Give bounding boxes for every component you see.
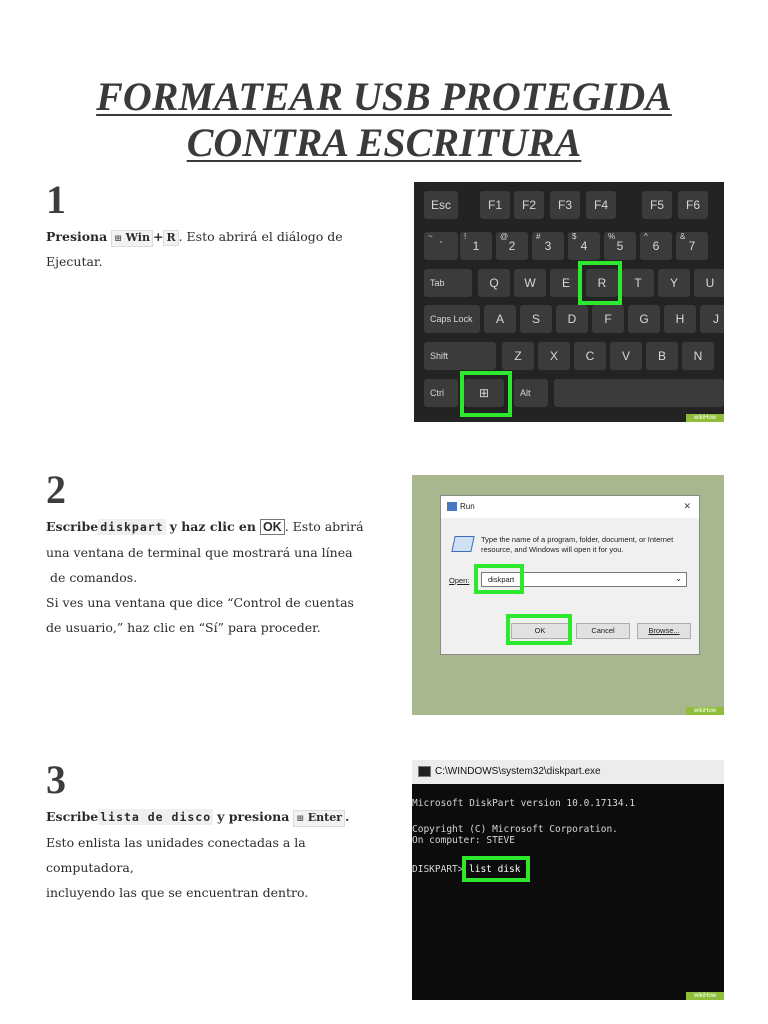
- step-2-line-5: de usuario,” haz clic en “Sí” para proceder.: [46, 620, 321, 635]
- ok-button[interactable]: OK: [511, 623, 569, 639]
- cmd-titlebar: [412, 760, 724, 784]
- run-program-icon: [451, 536, 474, 552]
- step-1-number: 1: [46, 177, 66, 222]
- key-digit-5: % 5: [604, 232, 636, 260]
- key-f5: F5: [642, 191, 672, 219]
- document-title: [0, 74, 768, 166]
- key-digit-6: ^ 6: [640, 232, 672, 260]
- step-2-line-4: Si ves una ventana que dice “Control de cuentas: [46, 595, 354, 610]
- highlight-ok-button: [506, 614, 572, 645]
- key-f4: F4: [586, 191, 616, 219]
- cmd-command[interactable]: list disk: [469, 864, 521, 875]
- diskpart-code: diskpart: [100, 520, 164, 534]
- key-caps-lock: Caps Lock: [424, 305, 480, 333]
- run-title: Run: [460, 502, 475, 511]
- chevron-down-icon[interactable]: ⌄: [675, 574, 682, 583]
- key-digit-4: $ 4: [568, 232, 600, 260]
- key-digit-3: # 3: [532, 232, 564, 260]
- highlight-open-input: [474, 564, 524, 594]
- win-key-badge: [111, 230, 153, 247]
- step-3-period: .: [345, 809, 350, 824]
- step-2-mid: y haz clic en: [169, 519, 256, 534]
- key-f2: F2: [514, 191, 544, 219]
- step-3-text: [46, 804, 396, 905]
- step-2-text: [46, 514, 396, 640]
- run-app-icon: [447, 502, 457, 511]
- key-digit-7: & 7: [676, 232, 708, 260]
- key-u: U: [694, 269, 724, 297]
- key-y: Y: [658, 269, 690, 297]
- key-tab: Tab: [424, 269, 472, 297]
- step-2-line-3: de comandos.: [50, 570, 138, 585]
- enter-key-badge: [293, 810, 345, 827]
- key-d: D: [556, 305, 588, 333]
- key-esc: Esc: [424, 191, 458, 219]
- key-a: A: [484, 305, 516, 333]
- cmd-line-1: Microsoft DiskPart version 10.0.17134.1: [412, 798, 636, 809]
- r-key-badge: R: [163, 230, 178, 246]
- key-f3: F3: [550, 191, 580, 219]
- step-3-line-3: incluyendo las que se encuentran dentro.: [46, 885, 309, 900]
- step-1-verb: Presiona: [46, 229, 108, 244]
- key-ctrl: Ctrl: [424, 379, 458, 407]
- key-t: T: [622, 269, 654, 297]
- run-dialog-image: [412, 475, 724, 715]
- ok-inline-badge: OK: [260, 519, 285, 535]
- key-s: S: [520, 305, 552, 333]
- key-g: G: [628, 305, 660, 333]
- cancel-button[interactable]: Cancel: [576, 623, 630, 639]
- enter-key-icon: ⊞: [296, 814, 304, 824]
- highlight-r-key: [578, 261, 622, 305]
- windows-key-icon: ⊞: [114, 234, 122, 244]
- watermark: wikiHow: [686, 414, 724, 422]
- cmd-line-2: Copyright (C) Microsoft Corporation.: [412, 824, 618, 835]
- browse-button[interactable]: Browse...: [637, 623, 691, 639]
- key-digit-0: ~ `: [424, 232, 458, 260]
- step-2-verb: Escribe: [46, 519, 99, 534]
- key-v: V: [610, 342, 642, 370]
- run-titlebar: [441, 496, 699, 518]
- step-1-text: [46, 224, 396, 274]
- open-label: Open:: [449, 576, 470, 585]
- step-2-line1-rest: . Esto abrirá: [284, 519, 364, 534]
- open-input-value: diskpart: [488, 575, 515, 584]
- key-x: X: [538, 342, 570, 370]
- console-icon: [418, 766, 431, 777]
- highlight-win-key: [460, 371, 512, 417]
- cmd-line-3: On computer: STEVE: [412, 835, 515, 846]
- cmd-title: C:\WINDOWS\system32\diskpart.exe: [435, 766, 601, 777]
- step-2-number: 2: [46, 467, 66, 512]
- key-z: Z: [502, 342, 534, 370]
- key-f1: F1: [480, 191, 510, 219]
- step-3-number: 3: [46, 757, 66, 802]
- run-description: Type the name of a program, folder, document, or Internet resource, and Windows will open it for you.: [481, 535, 674, 554]
- key-q: Q: [478, 269, 510, 297]
- key-alt: Alt: [514, 379, 548, 407]
- step-3-verb: Escribe: [46, 809, 99, 824]
- key-w: W: [514, 269, 546, 297]
- key-f6: F6: [678, 191, 708, 219]
- win-key-label: Win: [125, 231, 150, 244]
- plus-sign: +: [152, 229, 164, 244]
- step-3-line-1: [46, 804, 396, 830]
- keyboard-image: [414, 182, 724, 422]
- cmd-prompt: DISKPART>: [412, 864, 464, 875]
- step-2-line-2: una ventana de terminal que mostrará una línea: [46, 545, 353, 560]
- key-j: J: [700, 305, 724, 333]
- windows-key: ⊞: [464, 379, 504, 407]
- lista-de-disco-code: lista de disco: [100, 810, 212, 824]
- key-digit-1: ! 1: [460, 232, 492, 260]
- step-3-line-2: Esto enlista las unidades conectadas a la computadora,: [46, 835, 306, 875]
- key-f: F: [592, 305, 624, 333]
- watermark: wikiHow: [686, 992, 724, 1000]
- step-2-line-1: [46, 514, 396, 540]
- highlight-command: [462, 856, 530, 882]
- step-1-rest: . Esto abrirá el diálogo de Ejecutar.: [46, 229, 343, 269]
- key-n: N: [682, 342, 714, 370]
- key-b: B: [646, 342, 678, 370]
- close-icon[interactable]: ✕: [683, 501, 691, 511]
- key-c: C: [574, 342, 606, 370]
- key-e: E: [550, 269, 582, 297]
- cmd-window-image: [412, 760, 724, 1000]
- title-line-2: CONTRA ESCRITURA: [186, 120, 582, 165]
- key-space: [554, 379, 724, 407]
- key-h: H: [664, 305, 696, 333]
- enter-key-label: Enter: [307, 811, 342, 824]
- key-shift: Shift: [424, 342, 496, 370]
- title-line-1: FORMATEAR USB PROTEGIDA: [96, 74, 672, 119]
- step-3-mid: y presiona: [217, 809, 290, 824]
- key-r: R: [586, 269, 618, 297]
- key-digit-2: @ 2: [496, 232, 528, 260]
- watermark: wikiHow: [686, 707, 724, 715]
